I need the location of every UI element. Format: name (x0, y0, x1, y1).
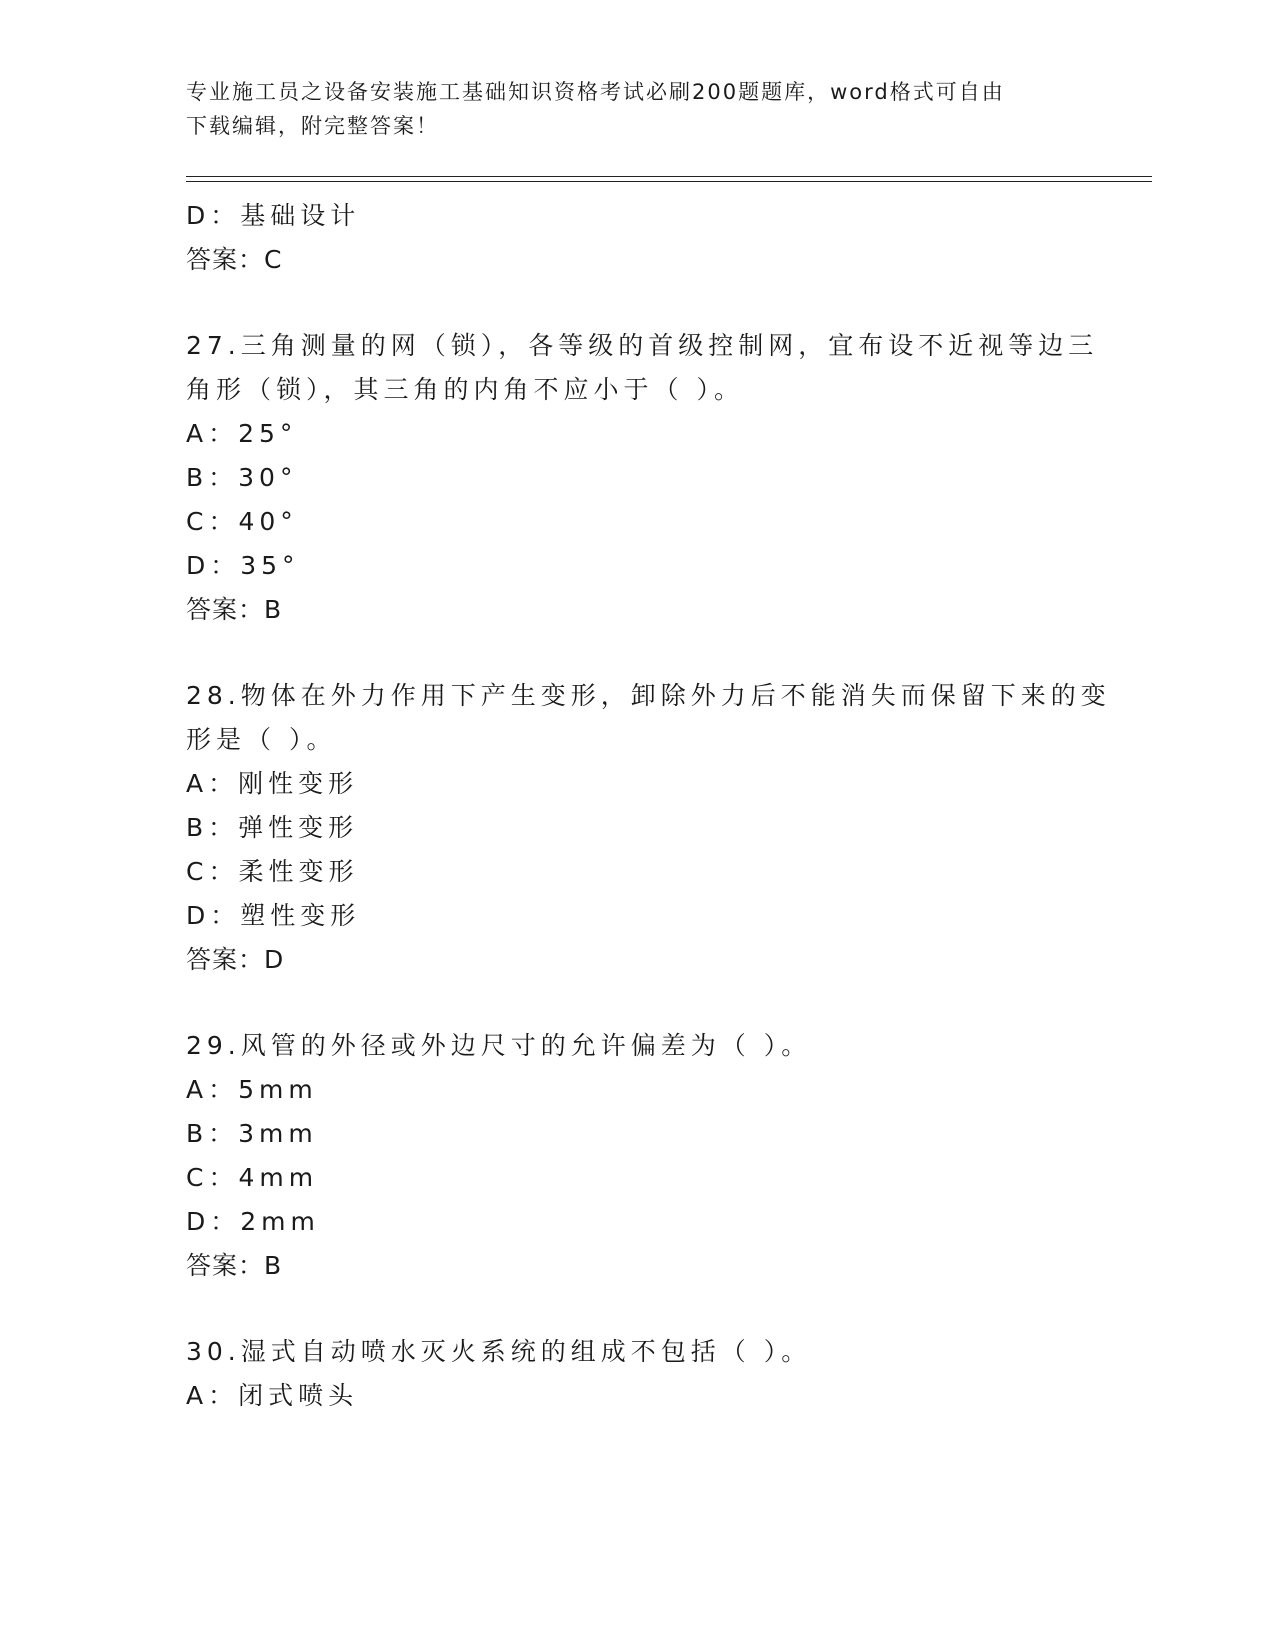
option-a: A：刚性变形 (186, 769, 359, 798)
question-stem-line-1: 29.风管的外径或外边尺寸的允许偏差为（ ）。 (186, 1031, 812, 1060)
answer: 答案：C (186, 245, 283, 274)
option-d: D：2mm (186, 1207, 320, 1236)
option-c: C：4mm (186, 1163, 319, 1192)
header-divider-bottom (186, 181, 1152, 182)
question-stem-line-2: 角形（锁），其三角的内角不应小于（ ）。 (186, 375, 744, 404)
question-stem-line-1: 30.湿式自动喷水灭火系统的组成不包括（ ）。 (186, 1337, 812, 1366)
option-b: B：弹性变形 (186, 813, 359, 842)
answer: 答案：B (186, 1251, 283, 1280)
option-c: C：柔性变形 (186, 857, 359, 886)
header-divider-top (186, 176, 1152, 177)
header-title-line-2: 下载编辑，附完整答案！ (186, 114, 439, 138)
option-a: A：闭式喷头 (186, 1381, 359, 1410)
question-stem-line-1: 27.三角测量的网（锁），各等级的首级控制网，宜布设不近视等边三 (186, 331, 1099, 360)
option-a: A：25° (186, 419, 298, 448)
question-stem-line-2: 形是（ ）。 (186, 725, 337, 754)
option-b: B：3mm (186, 1119, 318, 1148)
option-a: A：5mm (186, 1075, 318, 1104)
option-c: C：40° (186, 507, 298, 536)
header-title-line-1: 专业施工员之设备安装施工基础知识资格考试必刷200题题库，word格式可自由 (186, 80, 1005, 104)
option-d: D：35° (186, 551, 300, 580)
question-stem-line-1: 28.物体在外力作用下产生变形，卸除外力后不能消失而保留下来的变 (186, 681, 1111, 710)
option-d: D：基础设计 (186, 201, 361, 230)
option-d: D：塑性变形 (186, 901, 361, 930)
answer: 答案：B (186, 595, 283, 624)
answer: 答案：D (186, 945, 285, 974)
option-b: B：30° (186, 463, 298, 492)
